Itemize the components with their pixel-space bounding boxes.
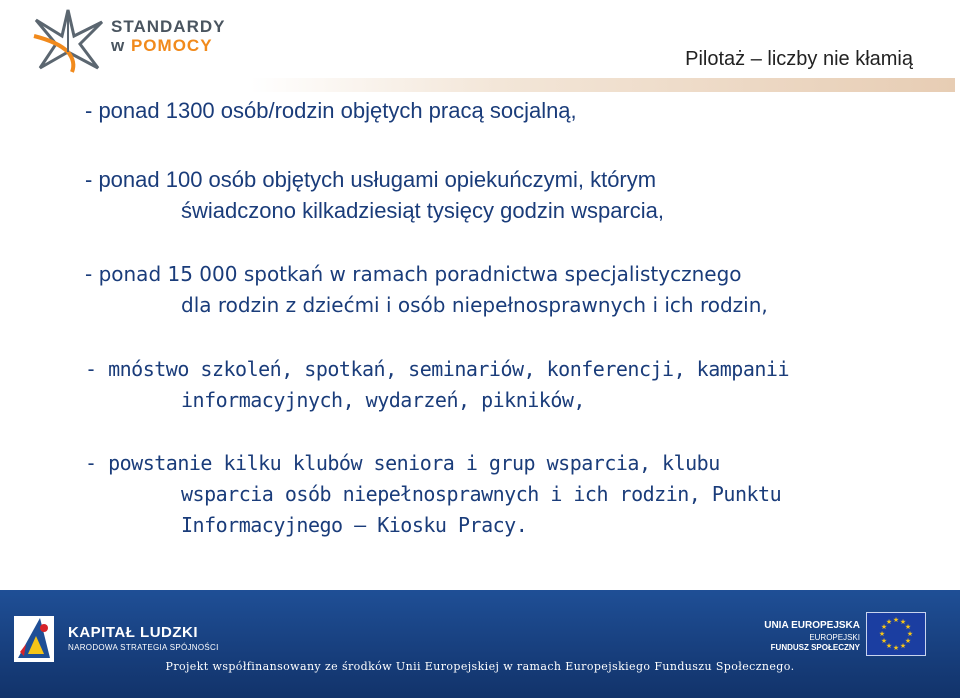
bullet-item-5-line-1: - powstanie kilku klubów seniora i grup wsparcia, klubu <box>85 451 720 475</box>
eu-label-line-1: UNIA EUROPEJSKA <box>764 620 860 631</box>
bullet-item-3-line-1: - ponad 15 000 spotkań w ramach poradnictwa specjalistycznego <box>85 262 742 286</box>
bullet-item-4-line-1: - mnóstwo szkoleń, spotkań, seminariów, konferencji, kampanii <box>85 357 790 381</box>
kapital-ludzki-subtitle: NARODOWA STRATEGIA SPÓJNOŚCI <box>68 643 219 652</box>
svg-text:★: ★ <box>885 642 893 650</box>
svg-text:★: ★ <box>899 618 907 626</box>
svg-text:★: ★ <box>878 630 886 638</box>
eu-flag-icon <box>866 612 926 656</box>
bullet-item-1: - ponad 1300 osób/rodzin objętych pracą socjalną, <box>85 98 577 123</box>
eu-label-line-2: EUROPEJSKI <box>809 633 860 642</box>
logo-text-w: w <box>111 36 126 55</box>
bullet-item-5-line-3: Informacyjnego – Kiosku Pracy. <box>181 513 528 537</box>
kapital-ludzki-title: KAPITAŁ LUDZKI <box>68 624 199 641</box>
logo-text-w-pomocy <box>111 36 213 56</box>
svg-text:★: ★ <box>904 637 912 645</box>
star-swoosh-icon <box>28 6 108 74</box>
svg-text:★: ★ <box>885 618 893 626</box>
bullet-item-2-line-2: świadczono kilkadziesiąt tysięcy godzin wsparcia, <box>181 198 664 223</box>
svg-text:★: ★ <box>880 623 888 631</box>
slide-footer <box>0 590 960 698</box>
standardy-w-pomocy-logo <box>28 6 248 76</box>
page-title: Pilotaż – liczby nie kłamią <box>685 48 913 70</box>
svg-text:★: ★ <box>880 637 888 645</box>
eu-label <box>764 620 860 652</box>
svg-text:★: ★ <box>899 642 907 650</box>
svg-text:★: ★ <box>892 616 900 624</box>
slide-content <box>0 95 960 595</box>
bullet-item-3-line-2: dla rodzin z dziećmi i osób niepełnosprawnych i ich rodzin, <box>181 293 768 317</box>
svg-text:★: ★ <box>904 623 912 631</box>
bullet-item-2-line-1: - ponad 100 osób objętych usługami opiekuńczymi, którym <box>85 167 657 192</box>
logo-text-pomocy: POMOCY <box>130 36 213 55</box>
svg-text:★: ★ <box>892 644 900 652</box>
eu-label-line-3: FUNDUSZ SPOŁECZNY <box>770 643 860 652</box>
header-divider <box>250 78 955 92</box>
bullet-item-4-line-2: informacyjnych, wydarzeń, pikników, <box>181 388 585 412</box>
logo-text-standardy: STANDARDY <box>111 17 226 36</box>
slide-header <box>0 0 960 95</box>
kapital-ludzki-emblem-icon <box>14 608 60 664</box>
funding-note: Projekt współfinansowany ze środków Unii Europejskiej w ramach Europejskiego Funduszu Społecznego. <box>165 660 795 673</box>
bullet-item-5-line-2: wsparcia osób niepełnosprawnych i ich rodzin, Punktu <box>181 482 782 506</box>
svg-text:★: ★ <box>906 630 914 638</box>
